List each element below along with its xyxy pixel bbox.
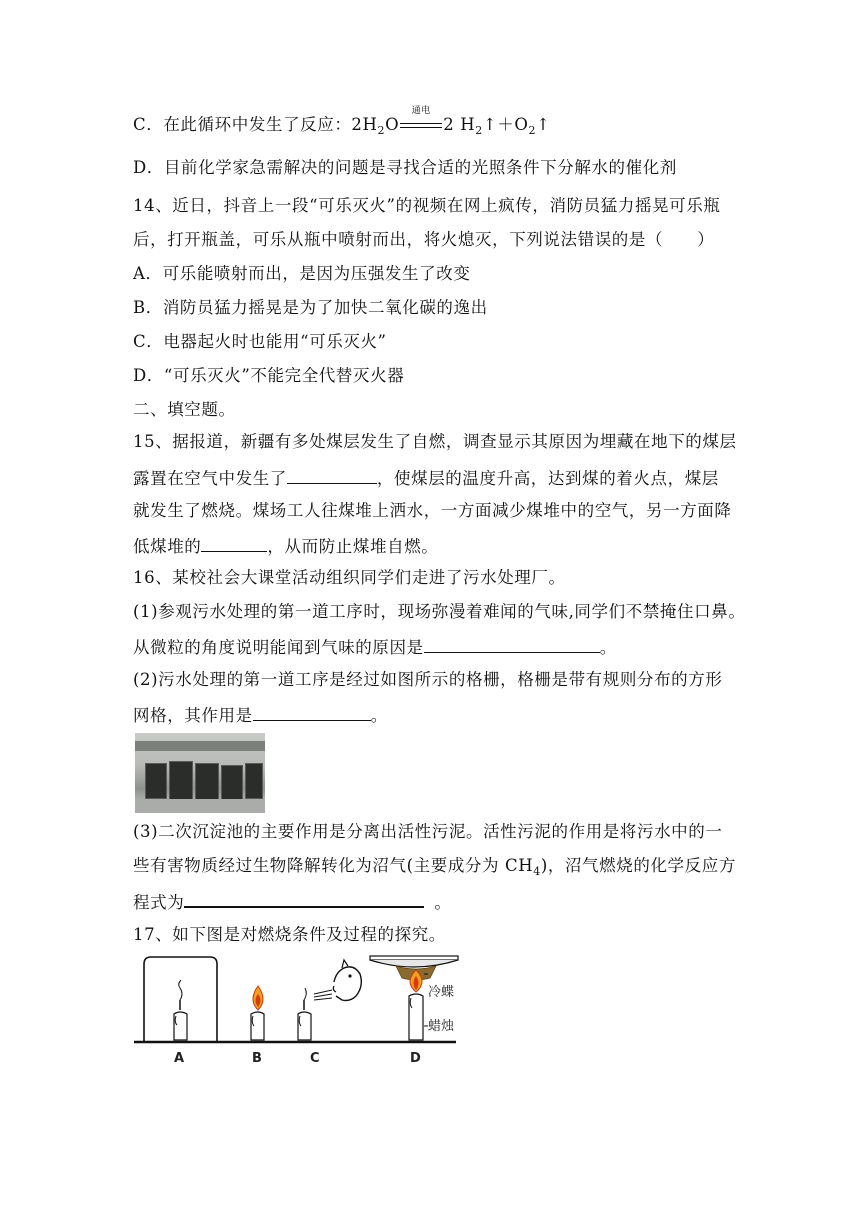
- c13-post: ↑＋O: [482, 115, 529, 134]
- c13-end: ↑: [536, 115, 551, 134]
- q16-line-4: (2)污水处理的第一道工序是经过如图所示的格栅，格栅是带有规则分布的方形: [133, 670, 723, 689]
- q16-line-2: (1)参观污水处理的第一道工序时，现场弥漫着难闻的气味,同学们不禁掩住口鼻。: [133, 602, 746, 621]
- option-c-q13: [133, 105, 551, 137]
- figure-label-c: C: [310, 1051, 320, 1066]
- c13-oxygen: O: [385, 115, 400, 134]
- q16-text-e: 些有害物质经过生物降解转化为沼气(主要成分为 CH: [133, 856, 534, 875]
- figure-label-a: A: [174, 1051, 185, 1066]
- q16-text-a: 从微粒的角度说明能闻到气味的原因是: [133, 638, 424, 657]
- q14-option-b: B．消防员猛力摇晃是为了加快二氧化碳的逸出: [133, 298, 488, 317]
- figure-label-b: B: [252, 1051, 262, 1066]
- q16-line-3: [133, 636, 617, 658]
- q16-text-c: 网格，其作用是: [133, 706, 253, 725]
- q14-stem-1: 14、近日，抖音上一段“可乐灭火”的视频在网上疯传，消防员猛力摇晃可乐瓶: [133, 196, 721, 215]
- figure-label-d: D: [410, 1051, 421, 1066]
- q16-line-8: [133, 890, 451, 913]
- q15-line-3: 就发生了燃烧。煤场工人往煤堆上洒水，一方面减少煤堆中的空气，另一方面降: [133, 501, 732, 520]
- q16-text-g: 程式为: [133, 893, 185, 912]
- q16-answer-blank-1[interactable]: [424, 636, 600, 653]
- candle-a: [174, 980, 187, 1040]
- q16-text-b: 。: [599, 638, 617, 657]
- q15-line-2: [133, 467, 719, 489]
- q16-line-6: (3)二次沉淀池的主要作用是分离出活性污泥。活性污泥的作用是将污水中的一: [133, 822, 723, 841]
- candle-b: [251, 986, 264, 1040]
- candle-c: [298, 960, 361, 1040]
- reaction-condition: 通电: [411, 105, 431, 116]
- q15-line-4: [133, 535, 438, 557]
- q16-answer-blank-3[interactable]: [184, 890, 424, 908]
- reaction-arrow: [400, 105, 442, 136]
- q15-answer-blank-1[interactable]: [287, 467, 377, 484]
- subscript-2b: 2: [475, 124, 483, 137]
- subscript-2c: 2: [528, 124, 537, 137]
- option-d-q13: D．目前化学家急需解决的问题是寻找合适的光照条件下分解水的催化剂: [133, 158, 677, 177]
- candle-d: [370, 956, 458, 1040]
- q15-answer-blank-2[interactable]: [201, 535, 267, 552]
- q14-option-d: D．“可乐灭火”不能完全代替灭火器: [133, 366, 405, 385]
- q16-text-d: 。: [370, 706, 388, 725]
- combustion-figure: [130, 952, 460, 1067]
- subscript-2: 2: [377, 124, 386, 137]
- q16-line-5: [133, 704, 388, 726]
- q16-line-1: 16、某校社会大课堂活动组织同学们走进了污水处理厂。: [133, 568, 566, 587]
- q16-answer-blank-2[interactable]: [253, 704, 371, 721]
- cold-dish-label: 冷蝶: [428, 985, 455, 1000]
- q14-option-c: C．电器起火时也能用“可乐灭火”: [133, 332, 387, 351]
- q14-option-a: A．可乐能喷射而出，是因为压强发生了改变: [133, 264, 471, 283]
- q15-text-c: 低煤堆的: [133, 537, 202, 556]
- q16-text-f: )，沼气燃烧的化学反应方: [540, 856, 736, 875]
- c13-mid: 2 H: [443, 115, 476, 134]
- candle-label: 蜡烛: [428, 1019, 455, 1034]
- q15-text-d: ，从而防止煤堆自燃。: [267, 537, 439, 556]
- q14-stem-2: 后，打开瓶盖，可乐从瓶中喷射而出，将火熄灭，下列说法错误的是（ ）: [133, 230, 715, 249]
- q16-text-h: 。: [434, 893, 452, 912]
- q15-text-b: ，使煤层的温度升高，达到煤的着火点，煤层: [376, 469, 719, 488]
- q15-line-1: 15、据报道，新疆有多处煤层发生了自燃，调查显示其原因为埋藏在地下的煤层: [133, 432, 737, 451]
- subscript-4: 4: [533, 865, 541, 878]
- section-heading: 二、填空题。: [133, 400, 236, 419]
- grating-photo: [135, 733, 265, 813]
- q17-stem: 17、如下图是对燃烧条件及过程的探究。: [133, 925, 446, 944]
- q16-line-7: [133, 856, 736, 878]
- q15-text-a: 露置在空气中发生了: [133, 469, 287, 488]
- c13-prefix: C．在此循环中发生了反应：2H: [133, 115, 378, 134]
